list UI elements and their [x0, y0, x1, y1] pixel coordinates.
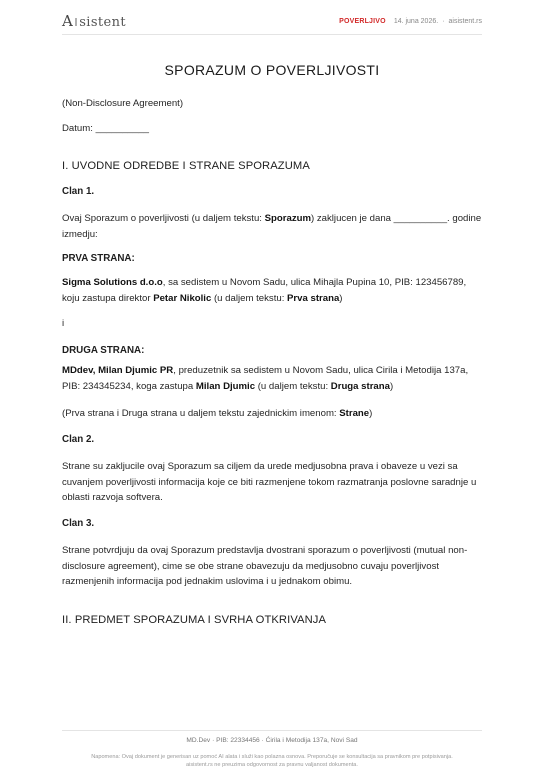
party-1-label: PRVA STRANA: — [62, 253, 135, 264]
header-meta — [339, 18, 482, 25]
party-2-desc-b: (u daljem tekstu: — [255, 380, 331, 392]
party-2-label: DRUGA STRANA: — [62, 345, 145, 356]
party-1-short: Prva strana — [287, 292, 340, 304]
clan-1-text — [62, 211, 482, 242]
clan-1-text-b: ) zakljucen je dana __________. godine izmedju: — [62, 213, 482, 240]
conjunction: i — [62, 318, 65, 329]
party-2-desc-a: , preduzetnik sa sedistem u Novom Sadu, ulica Cirila i Metodija 137a, PIB: 234345234, koga zastupa — [62, 365, 469, 392]
clan-3-text: Strane potvrdjuju da ovaj Sporazum predstavlja dvostrani sporazum o poverljivosti (mutual non-disclosure agreement), cime se obe strane obavezuju da medjusobno cuvaju poverljivost razmenjenih informacija pod jednakim uslovima i u jednakom obimu. — [62, 545, 468, 587]
party-2-desc — [62, 363, 482, 394]
parties-note-a: (Prva strana i Druga strana u daljem tekstu zajednickim imenom: — [62, 408, 340, 419]
clan-1-heading: Clan 1. — [62, 186, 95, 197]
party-1-desc-c: ) — [339, 292, 343, 304]
clan-2-heading: Clan 2. — [62, 434, 95, 445]
logo-letter-a: A — [62, 12, 74, 30]
party-2-name: MDdev, Milan Djumic PR — [62, 365, 174, 376]
document-date: 14. juna 2026. — [393, 17, 439, 25]
meta-separator: · — [442, 17, 445, 25]
aisistent-logo — [62, 12, 126, 30]
parties-note — [62, 406, 482, 422]
party-2-short: Druga strana — [330, 380, 390, 392]
footer-divider — [62, 730, 482, 731]
date-line — [62, 121, 482, 137]
party-1-desc-a: , sa sedistem u Novom Sadu, ulica Mihajla Pupina 10, PIB: 123456789, koju zastupa direktor — [62, 277, 467, 304]
section-2-title: II. PREDMET SPORAZUMA I SVRHA OTKRIVANJA — [62, 614, 327, 626]
party-2-desc-c: ) — [389, 380, 394, 392]
clan-3-heading: Clan 3. — [62, 518, 95, 529]
document-title: SPORAZUM O POVERLJIVOSTI — [164, 62, 380, 78]
logo-text: sistent — [79, 15, 127, 30]
logo-cursor-icon — [75, 18, 77, 26]
date-label: Datum: — [62, 123, 93, 134]
clan-2-text: Strane su zakljucile ovaj Sporazum sa ciljem da urede medjusobna prava i obaveze u vezi sa cuvanjem poverljivosti informacija koje ce biti razmenjene tokom razmatranja poslovne saradnje u oblasti razvoja softvera. — [62, 461, 477, 503]
footer-disclaimer: Napomena: Ovaj dokument je generisan uz pomoć AI alata i služi kao polazna osnova. Preporučuje se konsultacija sa pravnikom pre potpisivanja. aisistent.rs ne preuzima odgovornost za pravnu valjanost dokumenta. — [91, 754, 453, 768]
party-2-rep: Milan Djumic — [195, 380, 256, 392]
party-1-desc — [62, 275, 482, 306]
party-1-rep: Petar Nikolic — [153, 292, 212, 304]
clan-1-text-bold: Sporazum — [264, 213, 312, 224]
parties-note-b: ) — [369, 408, 373, 419]
party-1-name: Sigma Solutions d.o.o — [62, 277, 163, 288]
clan-1-text-a: Ovaj Sporazum o poverljivosti (u daljem tekstu: — [62, 213, 265, 224]
section-1-title: I. UVODNE ODREDBE I STRANE SPORAZUMA — [62, 160, 310, 172]
parties-note-bold: Strane — [339, 408, 370, 419]
document-subtitle: (Non-Disclosure Agreement) — [62, 98, 184, 109]
page-header — [62, 8, 482, 35]
party-1-desc-b: (u daljem tekstu: — [211, 292, 288, 304]
footer-address: MD.Dev · PIB: 22334456 · Ćirila i Metodija 137a, Novi Sad — [186, 737, 358, 744]
date-blank: __________ — [95, 123, 149, 134]
site-link[interactable]: aisistent.rs — [448, 17, 482, 25]
confidential-label: POVERLJIVO — [339, 17, 386, 25]
